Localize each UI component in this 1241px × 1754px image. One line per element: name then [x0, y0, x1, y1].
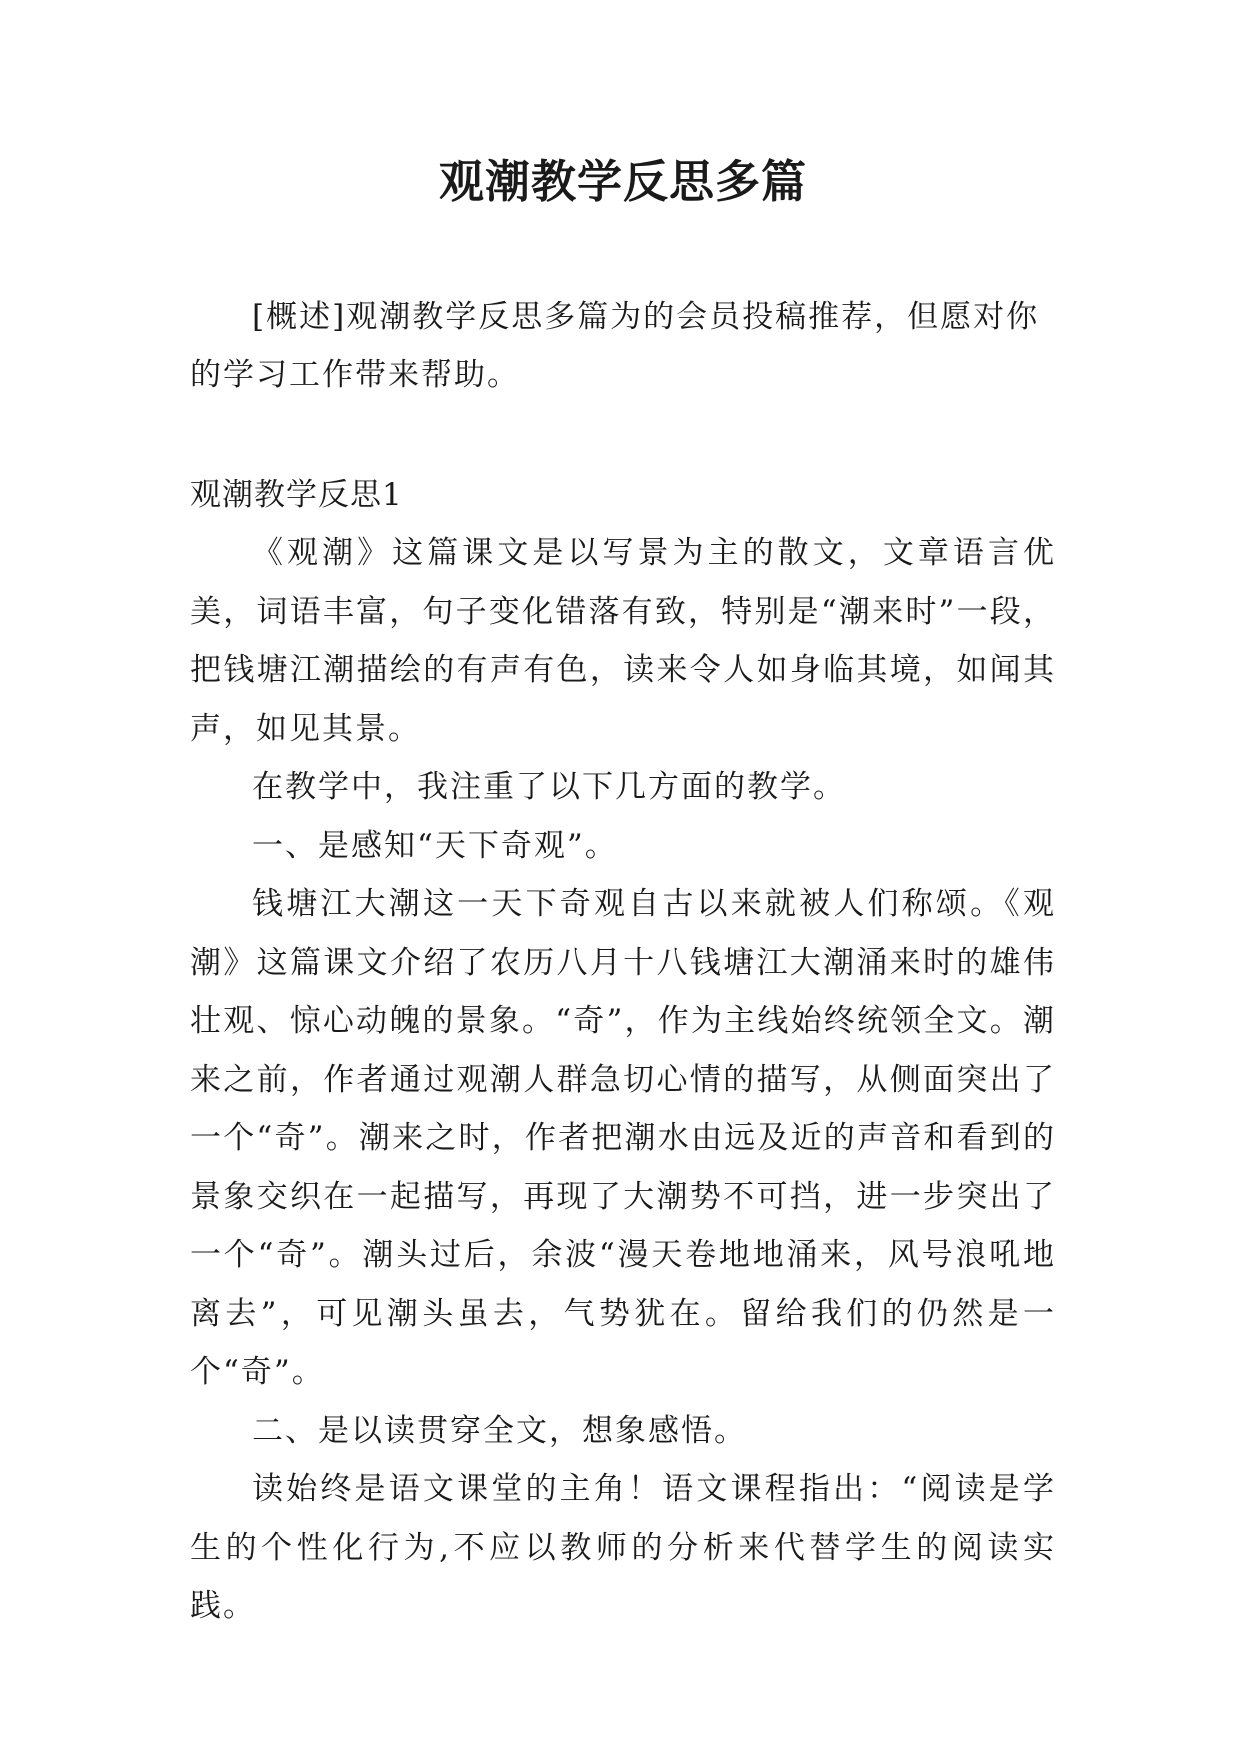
body-paragraph: 钱塘江大潮这一天下奇观自古以来就被人们称颂。《观潮》这篇课文介绍了农历八月十八钱塘江大潮涌来时的雄伟壮观、惊心动魄的景象。“奇”，作为主线始终统领全文。潮来之前，作者通过观潮人群急切心情的描写，从侧面突出了一个“奇”。潮来之时，作者把潮水由远及近的声音和看到的景象交织在一起描写，再现了大潮势不可挡，进一步突出了一个“奇”。潮头过后，余波“漫天卷地地涌来，风号浪吼地离去”，可见潮头虽去，气势犹在。留给我们的仍然是一个“奇”。: [190, 886, 1056, 1390]
abstract-paragraph: [概述]观潮教学反思多篇为的会员投稿推荐，但愿对你的学习工作带来帮助。: [190, 299, 1040, 393]
body-paragraph: 一、是感知“天下奇观”。: [252, 827, 618, 864]
body-paragraph: 读始终是语文课堂的主角！语文课程指出：“阅读是学生的个性化行为,不应以教师的分析来代替学生的阅读实践。: [190, 1471, 1056, 1624]
section-heading: 观潮教学反思1: [190, 477, 403, 513]
body-paragraph: 《观潮》这篇课文是以写景为主的散文，文章语言优美，词语丰富，句子变化错落有致，特别是“潮来时”一段，把钱塘江潮描绘的有声有色，读来令人如身临其境，如闻其声，如见其景。: [190, 535, 1056, 747]
document-body: [190, 524, 1056, 1636]
body-paragraph: 在教学中，我注重了以下几方面的教学。: [252, 769, 846, 805]
body-paragraph: 二、是以读贯穿全文，想象感悟。: [252, 1412, 747, 1449]
document-title: 观潮教学反思多篇: [438, 155, 807, 208]
